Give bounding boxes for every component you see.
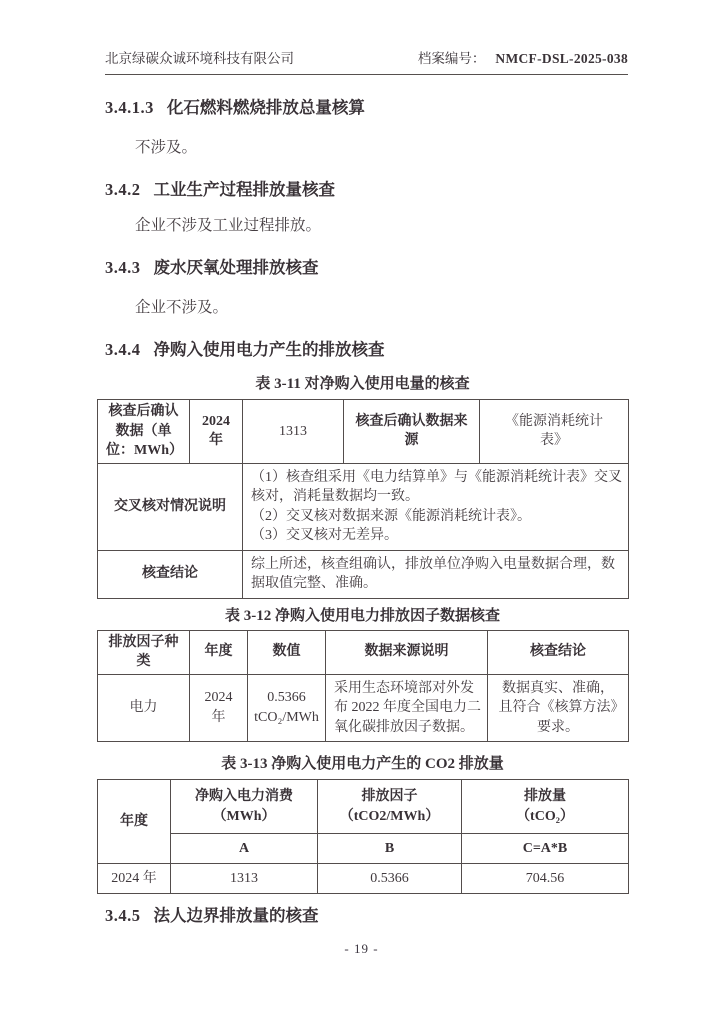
t11-confirmed-data-label: 核查后确认数据（单位：MWh） <box>98 400 190 464</box>
t13-header-factor-line1: 排放因子 <box>361 789 418 804</box>
section-heading-3-4-2 <box>105 180 628 200</box>
t11-crosscheck-line: （2）交叉核对数据来源《能源消耗统计表》。 <box>251 508 531 524</box>
t11-year-cell <box>190 400 243 464</box>
archive-block <box>418 47 628 67</box>
t11-source-label-text: 核查后确认数据来源 <box>355 413 468 449</box>
section-number: 3.4.4 <box>105 340 141 359</box>
t13-row-emission: 704.56 <box>462 864 629 894</box>
table-3-12 <box>97 630 629 743</box>
t13-subheader-a: A <box>171 834 318 864</box>
t13-header-emission-line1: 排放量 <box>524 789 566 804</box>
section-title: 废水厌氧处理排放核查 <box>153 258 319 277</box>
t11-crosscheck-line: （1）核查组采用《电力结算单》与《能源消耗统计表》交叉核对，消耗量数据均一致。 <box>251 469 622 504</box>
t13-row-factor: 0.5366 <box>318 864 462 894</box>
table-3-11 <box>97 399 629 599</box>
t13-row-year: 2024 年 <box>98 864 171 894</box>
t13-header-consumption-line1: 净购入电力消费 <box>195 789 293 804</box>
section-heading-3-4-3 <box>105 258 628 278</box>
t11-crosscheck-content <box>243 463 629 550</box>
t13-subheader-c: C=A*B <box>462 834 629 864</box>
section-number: 3.4.1.3 <box>105 98 154 117</box>
t12-header-value: 数值 <box>248 630 326 674</box>
t11-electricity-value: 1313 <box>243 400 344 464</box>
t12-factor-type: 电力 <box>98 674 190 742</box>
t12-value-unit: tCO₂/MWh <box>254 709 319 725</box>
archive-label: 档案编号： <box>417 51 486 66</box>
t13-header-emission-line2: （tCO₂） <box>516 808 574 824</box>
t13-row-consumption: 1313 <box>171 864 318 894</box>
t11-crosscheck-label: 交叉核对情况说明 <box>98 463 243 550</box>
section-heading-3-4-4 <box>105 340 628 360</box>
document-content <box>97 98 628 926</box>
t11-source-value <box>480 400 629 464</box>
t11-crosscheck-line: （3）交叉核对无差异。 <box>251 528 398 543</box>
table-3-12-caption: 表 3-12 净购入使用电力排放因子数据核查 <box>225 607 500 624</box>
t13-header-consumption-line2: （MWh） <box>212 808 276 824</box>
t11-source-value-text: 《能源消耗统计表》 <box>505 413 603 449</box>
t12-value-number: 0.5366 <box>267 690 306 706</box>
t12-year-line2: 年 <box>211 709 226 725</box>
page-number: - 19 - <box>344 941 379 956</box>
section-heading-3-4-5 <box>105 906 628 926</box>
t12-header-factor-type: 排放因子种类 <box>98 630 190 674</box>
company-name: 北京绿碳众诚环境科技有限公司 <box>105 51 294 66</box>
t13-subheader-b: B <box>318 834 462 864</box>
section-number: 3.4.3 <box>105 258 141 277</box>
section-title: 法人边界排放量的核查 <box>153 906 319 925</box>
table-3-11-caption: 表 3-11 对净购入使用电量的核查 <box>255 376 470 392</box>
t11-year-line2: 年 <box>209 433 223 449</box>
table-3-13-caption: 表 3-13 净购入使用电力产生的 CO2 排放量 <box>221 756 504 772</box>
t13-header-factor <box>318 780 462 834</box>
section-title: 化石燃料燃烧排放总量核算 <box>166 98 365 117</box>
section-title: 净购入使用电力产生的排放核查 <box>153 340 385 359</box>
t13-header-year: 年度 <box>98 780 171 864</box>
t12-source-text: 采用生态环境部对外发布 2022 年度全国电力二氧化碳排放因子数据。 <box>326 674 488 742</box>
t11-conclusion-text: 综上所述，核查组确认，排放单位净购入电量数据合理，数据取值完整、准确。 <box>243 550 629 598</box>
section-number: 3.4.2 <box>105 180 141 199</box>
t12-header-year: 年度 <box>190 630 248 674</box>
section-title: 工业生产过程排放量核查 <box>153 180 335 199</box>
t12-value-cell <box>248 674 326 742</box>
t11-source-label <box>344 400 480 464</box>
page-header <box>105 0 628 75</box>
table-3-13 <box>97 779 629 894</box>
t13-header-emission <box>462 780 629 834</box>
archive-number: NMCF-DSL-2025-038 <box>495 51 628 66</box>
t12-conclusion-text: 数据真实、准确，且符合《核算方法》要求。 <box>488 674 629 742</box>
t12-header-conclusion: 核查结论 <box>488 630 629 674</box>
t11-conclusion-label: 核查结论 <box>98 550 243 598</box>
t11-year-line1: 2024 <box>202 413 230 429</box>
section-number: 3.4.5 <box>105 906 141 925</box>
t13-header-consumption <box>171 780 318 834</box>
section-heading-3-4-1-3 <box>105 98 628 118</box>
paragraph-3-4-3: 企业不涉及。 <box>135 299 229 316</box>
t12-header-source: 数据来源说明 <box>326 630 488 674</box>
paragraph-3-4-1-3: 不涉及。 <box>135 139 198 156</box>
t12-year-line1: 2024 <box>204 690 233 706</box>
paragraph-3-4-2: 企业不涉及工业过程排放。 <box>135 217 322 234</box>
t13-header-factor-line2: （tCO2/MWh） <box>339 808 440 824</box>
t12-year-cell <box>190 674 248 742</box>
